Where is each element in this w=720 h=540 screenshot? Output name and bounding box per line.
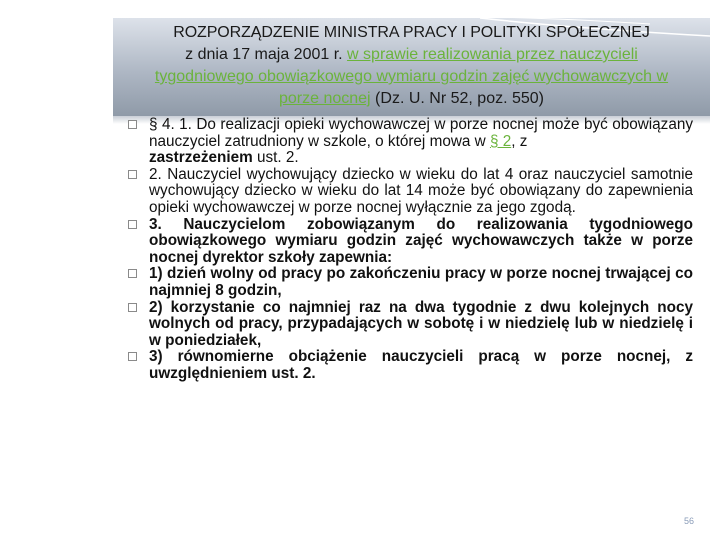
list-item	[128, 266, 693, 299]
list-item	[128, 167, 693, 217]
item-text: 2. Nauczyciel wychowujący dziecko w wieku do lat 4 oraz nauczyciel samotnie wychowujący dziecko w wieku do lat 14 może być obowiązany do zapewnienia opieki wychowawczej w porze nocnej wyłącznie za jego zgodą.	[149, 165, 693, 216]
regulation-subject-line	[113, 66, 710, 88]
page-number: 56	[684, 516, 695, 526]
bullet-icon	[128, 269, 137, 278]
bullet-icon	[128, 220, 137, 229]
item-text-tail: ust. 2.	[252, 149, 299, 167]
regulation-content	[128, 117, 693, 383]
regulation-last-line	[113, 88, 710, 110]
section-2-link[interactable]: § 2	[489, 132, 512, 150]
regulation-date: z dnia 17 maja 2001 r.	[185, 46, 348, 63]
list-item	[128, 349, 693, 382]
item-text	[149, 117, 693, 167]
list-item	[128, 217, 693, 267]
bullet-icon	[128, 303, 137, 312]
bullet-icon	[128, 170, 137, 179]
list-item	[128, 300, 693, 350]
item-text: 1) dzień wolny od pracy po zakończeniu pracy w porze nocnej trwającej co najmniej 8 godzin,	[149, 265, 693, 299]
item-text-part: , z	[511, 132, 528, 150]
regulation-link-part3[interactable]: porze nocnej	[278, 90, 371, 107]
list-item	[128, 117, 693, 167]
regulation-header	[113, 22, 710, 110]
regulation-link-part1[interactable]: w sprawie realizowania przez nauczycieli	[347, 46, 638, 63]
item-bold-text: zastrzeżeniem	[149, 149, 253, 167]
item-text: 3. Nauczycielom zobowiązanym do realizowania tygodniowego obowiązkowego wymiaru godzin zajęć wychowawczych także w porze nocnej dyrektor szkoły zapewnia:	[149, 215, 693, 266]
item-text-part: § 4. 1. Do realizacji opieki wychowawczej w porze nocnej może być obowiązany nauczyciel zatrudniony w szkole, o której mowa w	[149, 116, 693, 150]
regulation-link-part2[interactable]: tygodniowego obowiązkowego wymiaru godzin zajęć wychowawczych w	[154, 68, 669, 85]
regulation-title: ROZPORZĄDZENIE MINISTRA PRACY I POLITYKI SPOŁECZNEJ	[173, 24, 650, 41]
regulation-citation: (Dz. U. Nr 52, poz. 550)	[370, 90, 544, 107]
bullet-icon	[128, 352, 137, 361]
item-text: 3) równomierne obciążenie nauczycieli pracą w porze nocnej, z uwzględnieniem ust. 2.	[149, 348, 693, 382]
bullet-icon	[128, 120, 137, 129]
item-text: 2) korzystanie co najmniej raz na dwa tygodnie z dwu kolejnych nocy wolnych od pracy, przypadających w sobotę i w niedzielę lub w niedzielę i w poniedziałek,	[149, 298, 693, 349]
regulation-date-line	[113, 44, 710, 66]
